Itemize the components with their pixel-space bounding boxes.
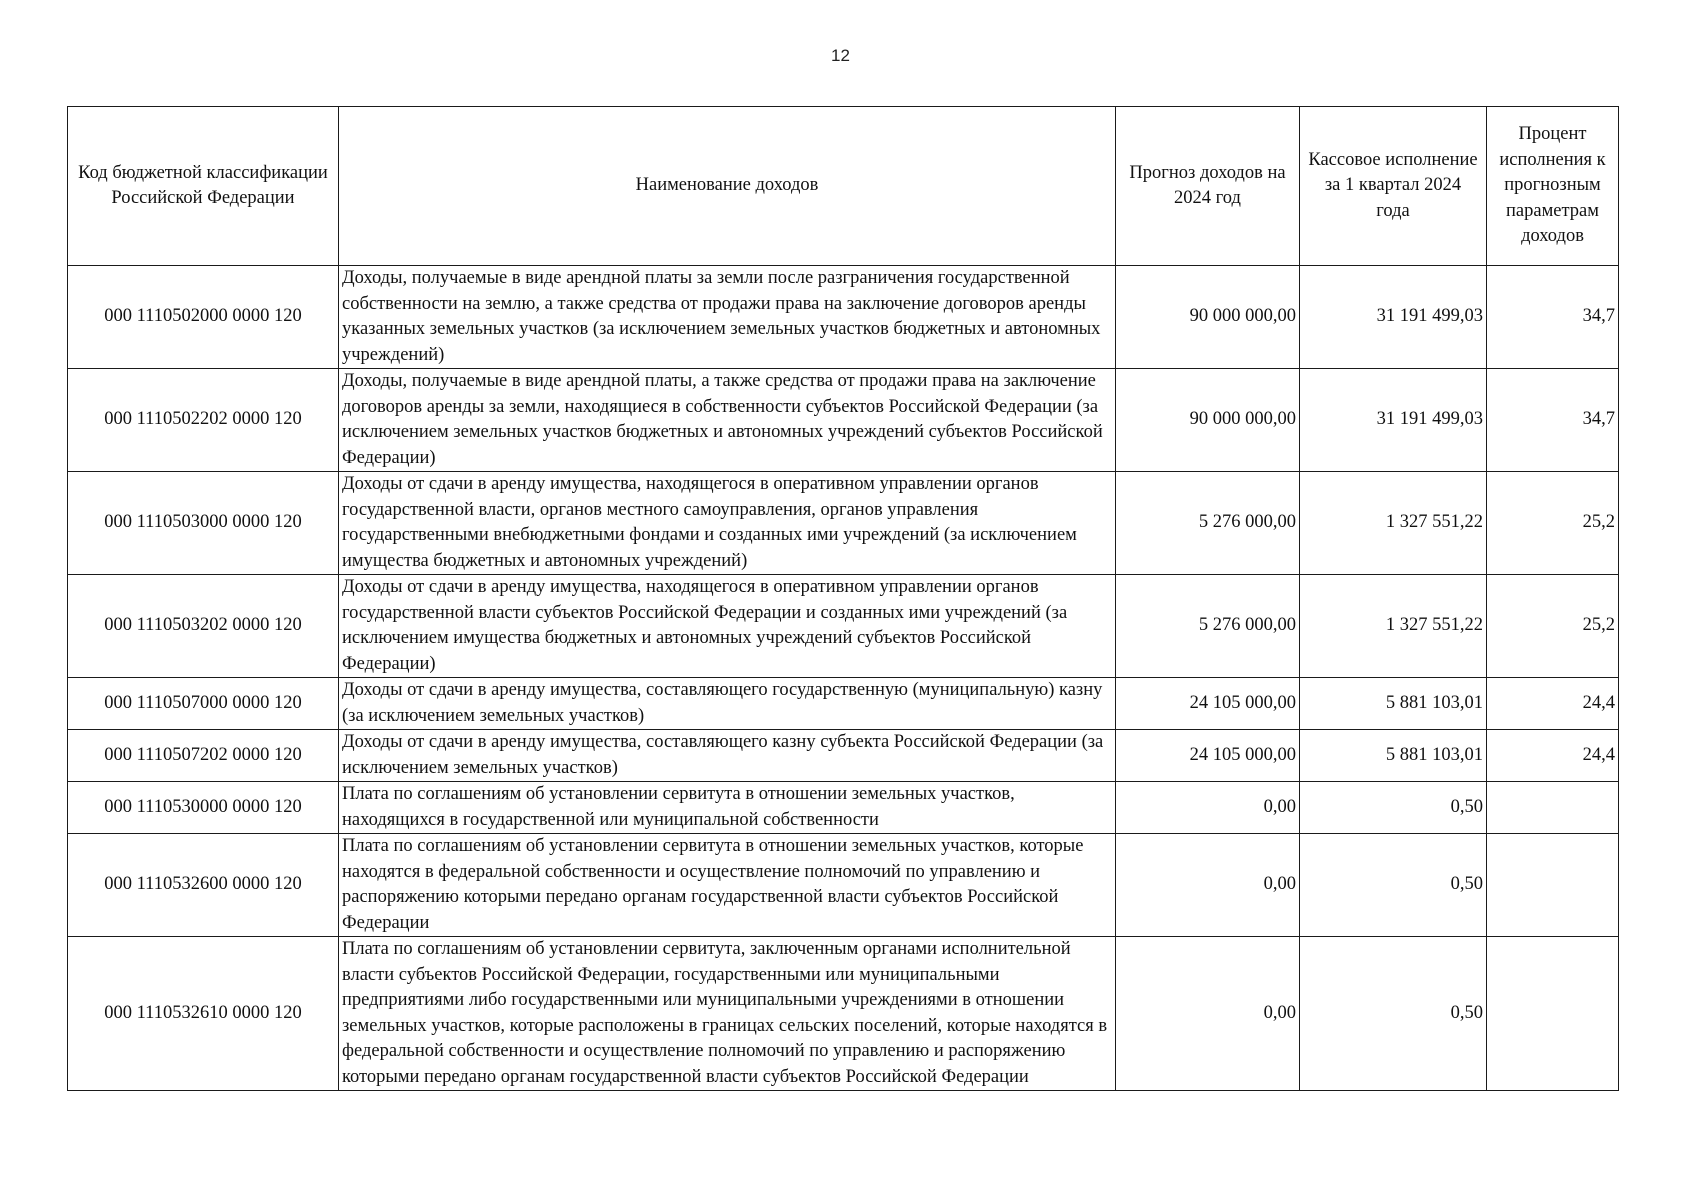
cell-forecast: 24 105 000,00 xyxy=(1116,730,1300,782)
cell-actual: 5 881 103,01 xyxy=(1300,730,1487,782)
cell-code: 000 1110503000 0000 120 xyxy=(68,472,339,575)
header-name: Наименование доходов xyxy=(339,107,1116,266)
table-row xyxy=(68,782,1619,834)
page-number: 12 xyxy=(831,46,850,65)
cell-actual: 0,50 xyxy=(1300,834,1487,937)
table-row xyxy=(68,472,1619,575)
cell-percent: 25,2 xyxy=(1487,575,1619,678)
header-actual: Кассовое исполнение за 1 квартал 2024 года xyxy=(1300,107,1487,266)
cell-name: Доходы, получаемые в виде арендной платы за земли после разграничения государственной собственности на землю, а также средства от продажи права на заключение договоров аренды указанных земельных участков (за исключением земельных участков бюджетных и автономных учреждений) xyxy=(339,266,1116,369)
table-row xyxy=(68,369,1619,472)
cell-name: Плата по соглашениям об установлении сервитута, заключенным органами исполнительной власти субъектов Российской Федерации, государственными или муниципальными предприятиями либо государственными или муниципальными учреждениями в отношении земельных участков, которые расположены в границах сельских поселений, которые находятся в федеральной собственности и осуществление полномочий по управлению и распоряжению которыми передано органам государственной власти субъектов Российской Федерации xyxy=(339,937,1116,1091)
cell-percent xyxy=(1487,782,1619,834)
table-row xyxy=(68,266,1619,369)
cell-code: 000 1110502202 0000 120 xyxy=(68,369,339,472)
cell-forecast: 5 276 000,00 xyxy=(1116,472,1300,575)
cell-percent xyxy=(1487,834,1619,937)
header-percent: Процент исполнения к прогнозным параметрам доходов xyxy=(1487,107,1619,266)
cell-percent: 24,4 xyxy=(1487,678,1619,730)
cell-name: Доходы от сдачи в аренду имущества, находящегося в оперативном управлении органов государственной власти субъектов Российской Федерации и созданных ими учреждений (за исключением имущества бюджетных и автономных учреждений субъектов Российской Федерации) xyxy=(339,575,1116,678)
cell-code: 000 1110507000 0000 120 xyxy=(68,678,339,730)
cell-forecast: 0,00 xyxy=(1116,937,1300,1091)
cell-name: Плата по соглашениям об установлении сервитута в отношении земельных участков, которые находятся в федеральной собственности и осуществление полномочий по управлению и распоряжению которыми передано органам государственной власти субъектов Российской Федерации xyxy=(339,834,1116,937)
cell-name: Доходы от сдачи в аренду имущества, находящегося в оперативном управлении органов государственной власти, органов местного самоуправления, органов управления государственными внебюджетными фондами и созданных ими учреждений (за исключением имущества бюджетных и автономных учреждений) xyxy=(339,472,1116,575)
cell-forecast: 90 000 000,00 xyxy=(1116,369,1300,472)
header-forecast: Прогноз доходов на 2024 год xyxy=(1116,107,1300,266)
cell-actual: 0,50 xyxy=(1300,937,1487,1091)
cell-name: Доходы, получаемые в виде арендной платы, а также средства от продажи права на заключение договоров аренды за земли, находящиеся в собственности субъектов Российской Федерации (за исключением земельных участков бюджетных и автономных учреждений субъектов Российской Федерации) xyxy=(339,369,1116,472)
cell-actual: 1 327 551,22 xyxy=(1300,575,1487,678)
cell-percent xyxy=(1487,937,1619,1091)
cell-actual: 1 327 551,22 xyxy=(1300,472,1487,575)
cell-name: Доходы от сдачи в аренду имущества, составляющего государственную (муниципальную) казну (за исключением земельных участков) xyxy=(339,678,1116,730)
table-row xyxy=(68,678,1619,730)
table-row xyxy=(68,937,1619,1091)
cell-forecast: 0,00 xyxy=(1116,782,1300,834)
cell-code: 000 1110503202 0000 120 xyxy=(68,575,339,678)
cell-actual: 31 191 499,03 xyxy=(1300,266,1487,369)
cell-actual: 0,50 xyxy=(1300,782,1487,834)
cell-forecast: 0,00 xyxy=(1116,834,1300,937)
cell-percent: 34,7 xyxy=(1487,369,1619,472)
table-row xyxy=(68,730,1619,782)
cell-name: Плата по соглашениям об установлении сервитута в отношении земельных участков, находящихся в государственной или муниципальной собственности xyxy=(339,782,1116,834)
cell-forecast: 90 000 000,00 xyxy=(1116,266,1300,369)
cell-code: 000 1110507202 0000 120 xyxy=(68,730,339,782)
cell-forecast: 5 276 000,00 xyxy=(1116,575,1300,678)
cell-actual: 5 881 103,01 xyxy=(1300,678,1487,730)
cell-percent: 25,2 xyxy=(1487,472,1619,575)
cell-actual: 31 191 499,03 xyxy=(1300,369,1487,472)
cell-code: 000 1110502000 0000 120 xyxy=(68,266,339,369)
cell-code: 000 1110532610 0000 120 xyxy=(68,937,339,1091)
cell-name: Доходы от сдачи в аренду имущества, составляющего казну субъекта Российской Федерации (за исключением земельных участков) xyxy=(339,730,1116,782)
cell-percent: 24,4 xyxy=(1487,730,1619,782)
table-row xyxy=(68,575,1619,678)
revenue-table xyxy=(67,106,1619,1091)
cell-percent: 34,7 xyxy=(1487,266,1619,369)
cell-code: 000 1110530000 0000 120 xyxy=(68,782,339,834)
cell-forecast: 24 105 000,00 xyxy=(1116,678,1300,730)
cell-code: 000 1110532600 0000 120 xyxy=(68,834,339,937)
table-header-row xyxy=(68,107,1619,266)
table-row xyxy=(68,834,1619,937)
header-code: Код бюджетной классификации Российской Федерации xyxy=(68,107,339,266)
